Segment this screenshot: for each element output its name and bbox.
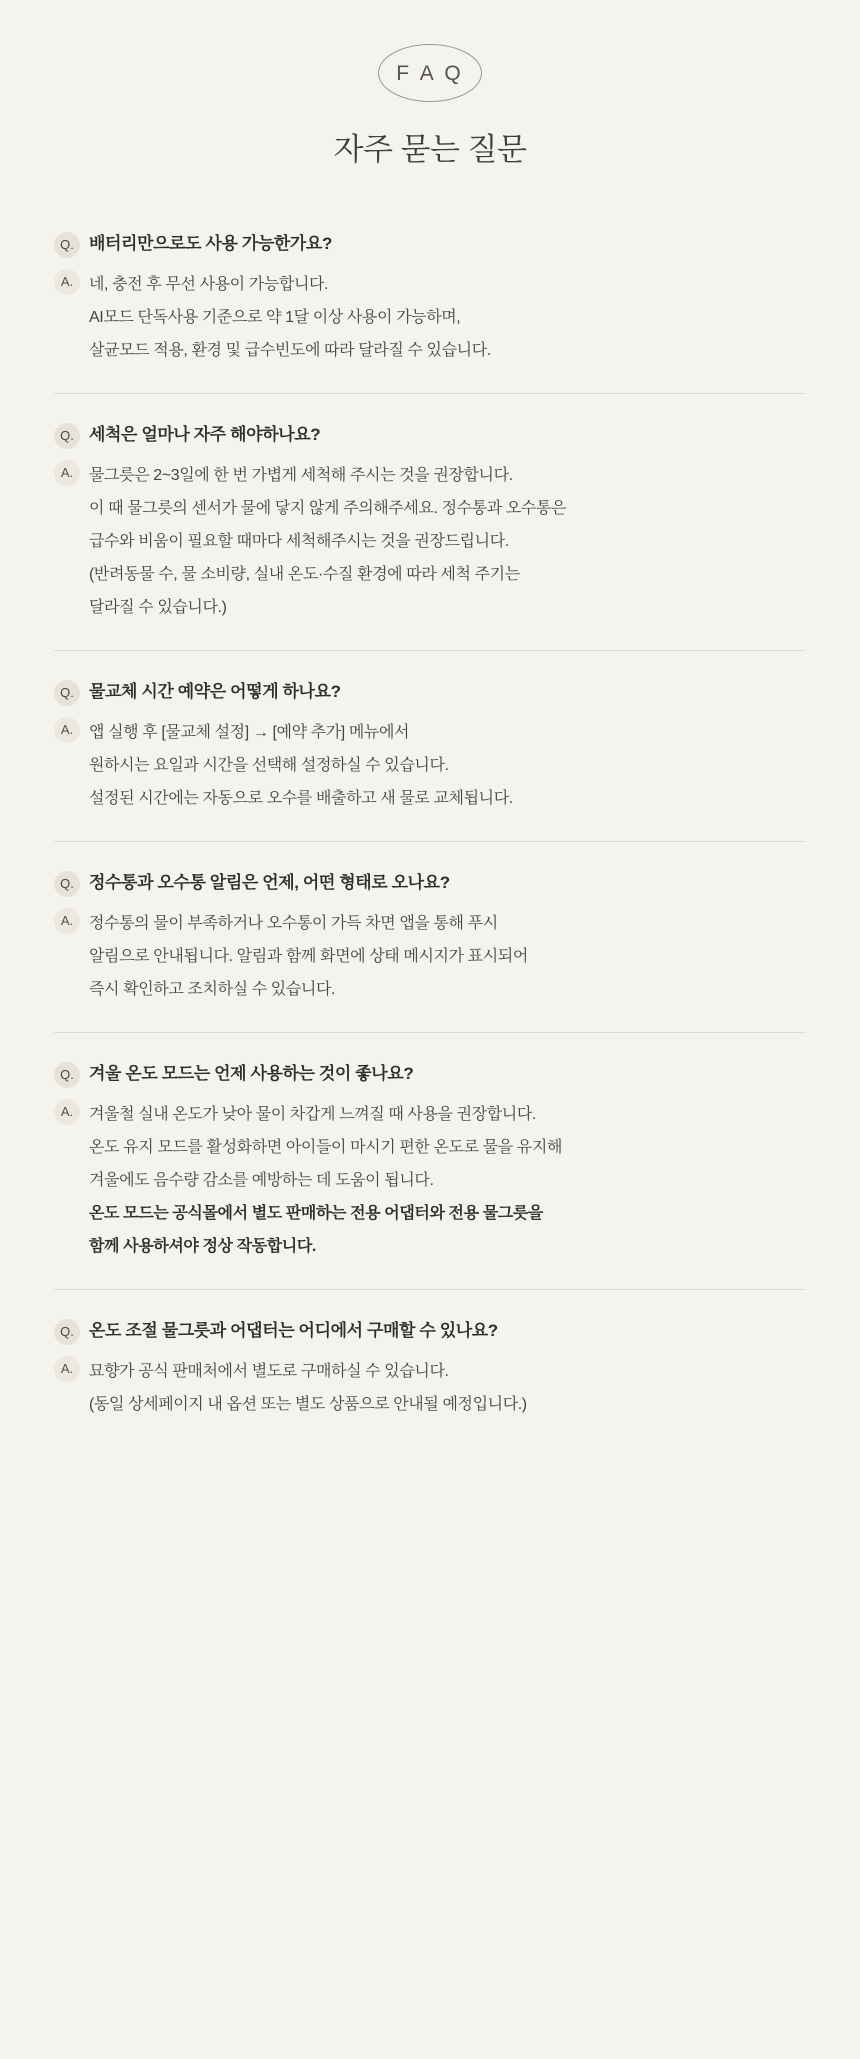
faq-answer-line: 이 때 물그릇의 센서가 물에 닿지 않게 주의해주세요. 정수통과 오수통은 xyxy=(89,500,567,517)
faq-answer-row xyxy=(54,459,806,624)
faq-answer-line: 즉시 확인하고 조치하실 수 있습니다. xyxy=(89,981,336,998)
faq-answer-line: (동일 상세페이지 내 옵션 또는 별도 상품으로 안내될 예정입니다.) xyxy=(89,1396,527,1413)
page-header xyxy=(0,0,860,169)
faq-answer-line: 원하시는 요일과 시간을 선택해 설정하실 수 있습니다. xyxy=(89,757,449,774)
faq-answer-line: 앱 실행 후 [물교체 설정] → [예약 추가] 메뉴에서 xyxy=(89,724,410,741)
faq-answer-line: 정수통의 물이 부족하거나 오수통이 가득 차면 앱을 통해 푸시 xyxy=(89,915,498,932)
faq-badge: F A Q xyxy=(378,44,482,102)
faq-answer-line: 물그릇은 2~3일에 한 번 가볍게 세척해 주시는 것을 권장합니다. xyxy=(89,467,513,484)
faq-question-row[interactable] xyxy=(54,679,806,706)
faq-question-row[interactable] xyxy=(54,1061,806,1088)
faq-item xyxy=(54,1032,806,1263)
faq-answer-body xyxy=(89,1355,806,1421)
faq-answer-line: 온도 유지 모드를 활성화하면 아이들이 마시기 편한 온도로 물을 유지해 xyxy=(89,1139,563,1156)
faq-answer-line: 네, 충전 후 무선 사용이 가능합니다. xyxy=(89,276,329,293)
question-marker: Q. xyxy=(54,232,80,258)
faq-answer-line: 달라질 수 있습니다.) xyxy=(89,599,227,616)
answer-marker: A. xyxy=(54,460,80,486)
faq-answer-row xyxy=(54,716,806,815)
faq-answer-row xyxy=(54,1355,806,1421)
faq-answer-line: 살균모드 적용, 환경 및 급수빈도에 따라 달라질 수 있습니다. xyxy=(89,342,491,359)
faq-item xyxy=(54,1289,806,1421)
faq-item xyxy=(54,841,806,1006)
faq-answer-line: 온도 모드는 공식몰에서 별도 판매하는 전용 어댑터와 전용 물그릇을 xyxy=(89,1205,543,1222)
question-marker: Q. xyxy=(54,871,80,897)
faq-question-text: 물교체 시간 예약은 어떻게 하나요? xyxy=(89,682,341,701)
faq-answer-body xyxy=(89,907,806,1006)
faq-answer-line: 급수와 비움이 필요할 때마다 세척해주시는 것을 권장드립니다. xyxy=(89,533,509,550)
faq-answer-body xyxy=(89,1098,806,1263)
faq-list xyxy=(54,231,806,1421)
faq-answer-line: 함께 사용하셔야 정상 작동합니다. xyxy=(89,1238,316,1255)
question-marker: Q. xyxy=(54,680,80,706)
question-marker: Q. xyxy=(54,1062,80,1088)
faq-answer-row xyxy=(54,1098,806,1263)
faq-question-text: 정수통과 오수통 알림은 언제, 어떤 형태로 오나요? xyxy=(89,873,450,892)
faq-answer-body xyxy=(89,716,806,815)
faq-question-row[interactable] xyxy=(54,1318,806,1345)
answer-marker: A. xyxy=(54,269,80,295)
faq-answer-row xyxy=(54,268,806,367)
faq-question-text: 겨울 온도 모드는 언제 사용하는 것이 좋나요? xyxy=(89,1064,414,1083)
faq-item xyxy=(54,231,806,367)
faq-answer-line: (반려동물 수, 물 소비량, 실내 온도·수질 환경에 따라 세척 주기는 xyxy=(89,566,520,583)
faq-answer-line: 설정된 시간에는 자동으로 오수를 배출하고 새 물로 교체됩니다. xyxy=(89,790,513,807)
faq-answer-body xyxy=(89,459,806,624)
faq-answer-line: 겨울철 실내 온도가 낮아 물이 차갑게 느껴질 때 사용을 권장합니다. xyxy=(89,1106,536,1123)
answer-marker: A. xyxy=(54,1356,80,1382)
answer-marker: A. xyxy=(54,717,80,743)
faq-answer-line: AI모드 단독사용 기준으로 약 1달 이상 사용이 가능하며, xyxy=(89,309,461,326)
page-title: 자주 묻는 질문 xyxy=(333,132,527,167)
answer-marker: A. xyxy=(54,1099,80,1125)
faq-question-row[interactable] xyxy=(54,422,806,449)
faq-question-text: 세척은 얼마나 자주 해야하나요? xyxy=(89,425,321,444)
faq-answer-body xyxy=(89,268,806,367)
faq-answer-row xyxy=(54,907,806,1006)
answer-marker: A. xyxy=(54,908,80,934)
faq-answer-line: 묘향가 공식 판매처에서 별도로 구매하실 수 있습니다. xyxy=(89,1363,449,1380)
faq-question-text: 온도 조절 물그릇과 어댑터는 어디에서 구매할 수 있나요? xyxy=(89,1321,498,1340)
faq-item xyxy=(54,650,806,815)
faq-question-row[interactable] xyxy=(54,870,806,897)
faq-answer-line: 겨울에도 음수량 감소를 예방하는 데 도움이 됩니다. xyxy=(89,1172,434,1189)
faq-question-text: 배터리만으로도 사용 가능한가요? xyxy=(89,234,332,253)
faq-question-row[interactable] xyxy=(54,231,806,258)
question-marker: Q. xyxy=(54,1319,80,1345)
question-marker: Q. xyxy=(54,423,80,449)
faq-answer-line: 알림으로 안내됩니다. 알림과 함께 화면에 상태 메시지가 표시되어 xyxy=(89,948,528,965)
faq-item xyxy=(54,393,806,624)
